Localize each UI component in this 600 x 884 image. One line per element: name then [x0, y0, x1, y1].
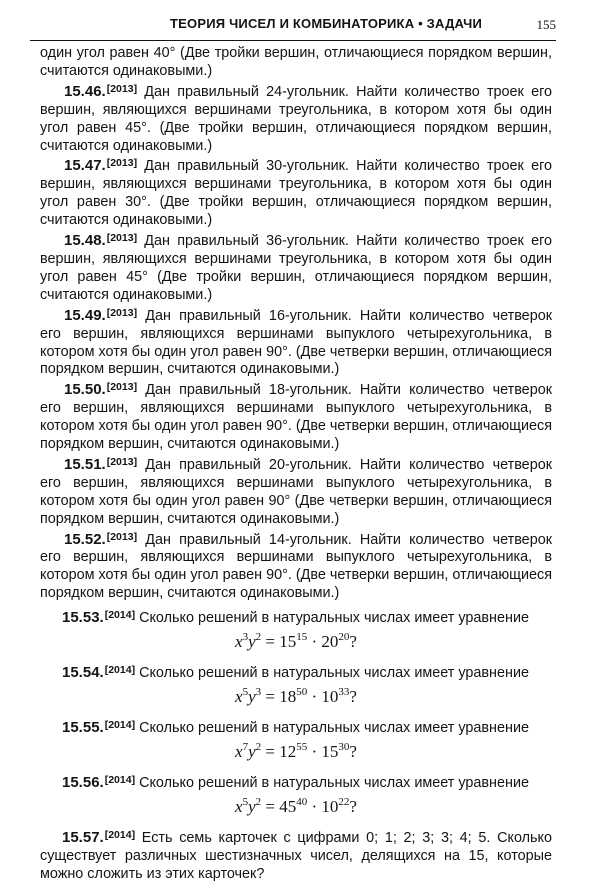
var-y: y [248, 796, 256, 816]
problem-year: [2013] [106, 306, 138, 319]
base: 20 [321, 632, 339, 652]
exponent: 5 [242, 686, 249, 698]
problem-year: [2013] [106, 232, 138, 245]
base: 12 [279, 741, 297, 761]
problem-number: 15.48. [64, 232, 106, 250]
problem-year: [2013] [106, 381, 138, 394]
base: 10 [321, 796, 339, 816]
exponent: 7 [242, 740, 249, 753]
exponent: 40 [296, 795, 308, 808]
page-number: 155 [536, 17, 556, 32]
equation-15-53: $x^3y^2 = 15^{15} \cdot 20^{20}$? [235, 631, 357, 652]
problem-number: 15.52. [64, 530, 106, 548]
problem-text: Есть семь карточек с цифрами 0; 1; 2; 3; 3; 4; 5. Сколько существует различных шестизначных чисел, делящихся на 15, которые можно сложить из этих карточек? [40, 829, 552, 882]
problem-number: 15.53. [62, 609, 104, 627]
problem-year: [2013] [106, 157, 138, 170]
exponent: 55 [296, 740, 308, 753]
problem-text: Сколько решений в натуральных числах имеет уравнение [139, 774, 529, 791]
continuation-text: один угол равен 40° (Две тройки вершин, отличающиеся порядком вершин, считаются одинаковыми.) [40, 45, 552, 79]
base: 45 [279, 796, 297, 816]
exponent: 5 [242, 795, 249, 808]
problem-15-47 [40, 155, 552, 230]
problem-15-50 [40, 379, 552, 454]
problem-15-57 [40, 827, 552, 884]
problem-number: 15.50. [64, 381, 106, 399]
problem-15-49 [40, 305, 552, 380]
problem-15-46 [40, 81, 552, 156]
var-y: y [248, 741, 256, 761]
problem-number: 15.49. [64, 306, 106, 324]
problem-text: Сколько решений в натуральных числах имеет уравнение [139, 610, 529, 627]
problem-text: Сколько решений в натуральных числах имеет уравнение [139, 665, 529, 682]
exponent: 3 [255, 686, 262, 698]
problem-text: Дан правильный 14-угольник. Найти количество четверок его вершин, являющихся вершинами выпуклого четырехугольника, в котором хотя бы один угол равен 90°. (Две четверки вершин, отличающиеся порядком вершин, считаются одинаковыми.) [40, 531, 552, 602]
problem-15-51 [40, 454, 552, 529]
exponent: 30 [338, 740, 350, 753]
var-y: y [248, 632, 256, 652]
running-title: ТЕОРИЯ ЧИСЕЛ И КОМБИНАТОРИКА • ЗАДАЧИ [170, 16, 483, 31]
problem-text: Дан правильный 16-угольник. Найти количество четверок его вершин, являющихся вершинами выпуклого четырехугольника, в котором хотя бы один угол равен 90°. (Две четверки вершин, отличающиеся порядком вершин, считаются одинаковыми.) [40, 307, 552, 378]
problem-text: Дан правильный 18-угольник. Найти количество четверок его вершин, являющихся вершинами выпуклого четырехугольника, в котором хотя бы один угол равен 90°. (Две четверки вершин, отличающиеся порядком вершин, считаются одинаковыми.) [40, 382, 552, 453]
problem-15-48 [40, 230, 552, 305]
exponent: 2 [255, 740, 262, 753]
equation-15-54: $x^5y^3 = 18^{50} \cdot 10^{33}$? [235, 686, 357, 706]
problem-year: [2014] [104, 828, 136, 841]
problem-number: 15.47. [64, 157, 106, 175]
exponent: 2 [255, 631, 262, 644]
var-x: x [235, 741, 243, 761]
problem-text: Дан правильный 24-угольник. Найти количество троек его вершин, являющихся вершинами треугольника, в котором хотя бы один угол равен 45°. (Две тройки вершин, отличающиеся порядком вершин, считаются одинаковыми.) [40, 83, 553, 154]
problem-text: Дан правильный 20-угольник. Найти количество четверок его вершин, являющихся вершинами выпуклого четырехугольника, в котором хотя бы один угол равен 90° (Две четверки вершин, отличающиеся порядком вершин, считаются одинаковыми.) [40, 456, 552, 527]
var-y: y [248, 687, 256, 706]
exponent: 50 [296, 686, 308, 698]
problem-list [40, 45, 552, 884]
problem-year: [2014] [104, 664, 136, 677]
exponent: 20 [338, 631, 350, 644]
problem-year: [2013] [106, 82, 138, 95]
problem-number: 15.56. [62, 773, 104, 791]
exponent: 33 [338, 686, 350, 698]
problem-15-52 [40, 529, 552, 604]
problem-year: [2014] [104, 609, 136, 622]
problem-year: [2013] [106, 455, 138, 468]
problem-15-56 [40, 772, 552, 793]
base: 10 [321, 687, 339, 706]
var-x: x [235, 632, 243, 652]
problem-15-54 [40, 662, 552, 683]
problem-text: Сколько решений в натуральных числах имеет уравнение [139, 720, 529, 736]
equation-15-55: $x^7y^2 = 12^{55} \cdot 15^{30}$? [235, 740, 357, 761]
equation-15-56: $x^5y^2 = 45^{40} \cdot 10^{22}$? [235, 795, 357, 816]
problem-year: [2013] [106, 530, 138, 543]
problem-15-55 [40, 717, 552, 738]
var-x: x [235, 687, 243, 706]
base: 15 [279, 632, 297, 652]
exponent: 2 [255, 795, 262, 808]
problem-number: 15.54. [62, 664, 104, 682]
problem-number: 15.57. [62, 828, 104, 846]
problem-number: 15.51. [64, 455, 106, 473]
exponent: 15 [296, 631, 308, 644]
var-x: x [235, 796, 243, 816]
problem-number: 15.55. [62, 719, 104, 736]
problem-number: 15.46. [64, 82, 106, 100]
exponent: 22 [338, 795, 350, 808]
problem-text: Дан правильный 36-угольник. Найти количество троек его вершин, являющихся вершинами треугольника, в котором хотя бы один угол равен 45° (Две тройки вершин, отличающиеся порядком вершин, считаются одинаковыми.) [40, 233, 553, 303]
problem-year: [2014] [104, 719, 136, 731]
problem-text: Дан правильный 30-угольник. Найти количество троек его вершин, являющихся вершинами треугольника, в котором хотя бы один угол равен 30°. (Две тройки вершин, отличающиеся порядком вершин, считаются одинаковыми.) [40, 158, 553, 229]
problem-15-53 [40, 607, 552, 628]
base: 18 [279, 687, 297, 706]
header-rule [30, 40, 556, 41]
problem-year: [2014] [104, 773, 136, 786]
base: 15 [321, 741, 339, 761]
exponent: 3 [242, 631, 249, 644]
page-header [30, 12, 556, 36]
